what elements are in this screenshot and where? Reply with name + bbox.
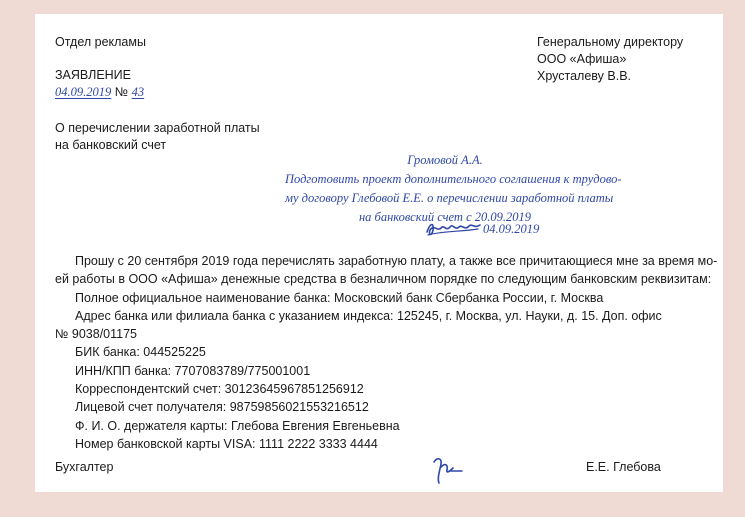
bank-name: Полное официальное наименование банка: Московский банк Сбербанка России, г. Москва	[75, 290, 604, 305]
date-number-line	[55, 84, 144, 101]
application-number: 43	[131, 85, 145, 99]
body-para1-line1: Прошу с 20 сентября 2019 года перечислять заработную плату, а также все причитающиеся мне за время мо-	[75, 254, 718, 268]
director-signature	[424, 218, 484, 240]
bank-address-line-2: № 9038/01175	[55, 327, 137, 342]
subject-line-2: на банковский счет	[55, 138, 167, 152]
card-holder: Ф. И. О. держателя карты: Глебова Евгения Евгеньевна	[75, 418, 400, 433]
director-resolution	[285, 151, 622, 227]
card-number: Номер банковской карты VISA: 1111 2222 3333 4444	[75, 436, 378, 451]
addressee-line-3: Хрусталеву В.В.	[537, 69, 632, 83]
footer-position: Бухгалтер	[55, 460, 114, 474]
document-sheet	[35, 14, 723, 492]
department-label: Отдел рекламы	[55, 35, 146, 49]
subject-line-1: О перечислении заработной платы	[55, 121, 260, 135]
application-date: 04.09.2019	[55, 85, 112, 99]
footer-employee-name: Е.Е. Глебова	[586, 460, 661, 474]
body-para1-line2: ей работы в ООО «Афиша» денежные средства в безналичном порядке по следующим банковским реквизитам:	[55, 272, 712, 287]
resolution-line-3: му договору Глебовой Е.Е. о перечислении заработной платы	[285, 191, 614, 205]
addressee-line-1: Генеральному директору	[537, 35, 684, 49]
number-sign: №	[114, 85, 129, 99]
resolution-line-2: Подготовить проект дополнительного соглашения к трудово-	[285, 172, 622, 186]
personal-account: Лицевой счет получателя: 98759856021553216512	[75, 400, 369, 415]
application-body	[55, 252, 718, 453]
resolution-line-4: на банковский счет с 20.09.2019	[358, 210, 532, 224]
corr-account: Корреспондентский счет: 30123645967851256912	[75, 382, 364, 397]
resolution-line-1: Громовой А.А.	[407, 153, 483, 167]
employee-signature	[430, 454, 470, 486]
bank-bik: БИК банка: 044525225	[75, 345, 206, 360]
bank-address-line-1: Адрес банка или филиала банка с указанием индекса: 125245, г. Москва, ул. Науки, д. 15. Доп. офис	[75, 308, 662, 323]
bank-inn-kpp: ИНН/КПП банка: 7707083789/775001001	[75, 363, 311, 378]
resolution-date: 04.09.2019	[483, 222, 540, 236]
document-type: ЗАЯВЛЕНИЕ	[55, 68, 132, 82]
addressee-line-2: ООО «Афиша»	[537, 52, 627, 66]
